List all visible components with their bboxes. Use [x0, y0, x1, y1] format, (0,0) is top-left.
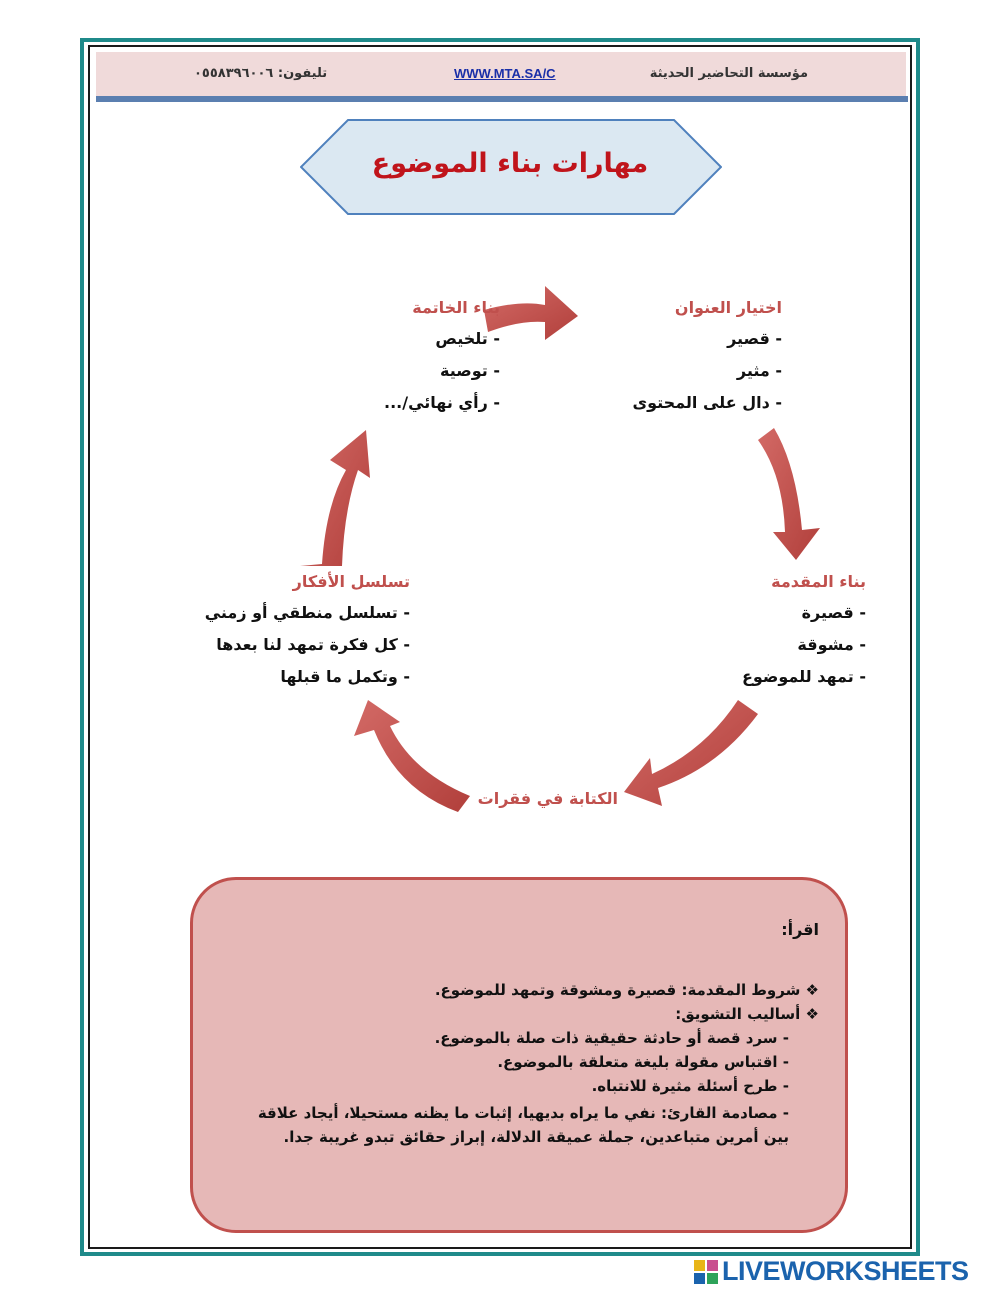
read-box [190, 877, 848, 1233]
liveworksheets-logo[interactable] [694, 1256, 969, 1287]
node-ideas [204, 572, 410, 699]
arrow-right [758, 428, 820, 560]
node-title-choice [632, 298, 782, 425]
header-org: مؤسسة التحاضير الحديثة [649, 66, 808, 81]
page-title: مهارات بناء الموضوع [371, 148, 649, 179]
arrow-left [300, 430, 370, 566]
read-sub-item: - اقتباس مقولة بليغة متعلقة بالموضوع. [497, 1053, 789, 1071]
node-conclusion-heading: بناء الخاتمة [412, 298, 500, 317]
read-bullet: ❖ شروط المقدمة: قصيرة ومشوقة وتمهد للموضوع. [434, 981, 819, 999]
node-intro [718, 572, 866, 699]
node-item: - توصية [440, 361, 500, 380]
read-content [229, 920, 819, 1155]
node-item: - تمهد للموضوع [741, 667, 866, 686]
arrow-bottom-left [354, 700, 470, 812]
node-item: - وتكمل ما قبلها [280, 667, 410, 686]
node-item: - مشوقة [797, 635, 866, 654]
read-bullet: ❖ أساليب التشويق: [675, 1005, 819, 1023]
node-conclusion [350, 298, 500, 425]
read-sub-item: - سرد قصة أو حادثة حقيقية ذات صلة بالموضوع. [434, 1029, 789, 1047]
header-phone: تليفون: ٠٥٥٨٣٩٦٠٠٦ [194, 66, 328, 81]
node-title-choice-heading: اختيار العنوان [674, 298, 782, 317]
liveworksheets-brand: LIVEWORKSHEETS [722, 1256, 969, 1286]
read-sub-item: - مصادمة القارئ: نفي ما يراه بديهيا، إثبات ما يظنه مستحيلا، أيجاد علاقة بين أمرين متباعدين، جملة عميقة الدلالة، إبراز حقائق تبدو غريبة جدا. [257, 1104, 789, 1146]
read-heading: اقرأ: [781, 920, 819, 939]
node-paragraphs-heading: الكتابة في فقرات [477, 789, 618, 808]
arrow-bottom-right [624, 700, 758, 806]
node-item: - مثير [736, 361, 782, 380]
header-url-link[interactable]: WWW.MTA.SA/C [454, 66, 556, 81]
node-item: - تلخيص [435, 329, 500, 348]
node-item: - كل فكرة تمهد لنا بعدها [216, 635, 410, 654]
node-intro-heading: بناء المقدمة [771, 572, 866, 591]
node-item: - قصير [727, 329, 782, 348]
liveworksheets-icon [694, 1260, 718, 1284]
node-item: - دال على المحتوى [632, 393, 782, 412]
node-paragraphs [470, 789, 618, 820]
node-item: - قصيرة [801, 603, 866, 622]
read-sub-item: - طرح أسئلة مثيرة للانتباه. [591, 1077, 789, 1095]
node-item: - تسلسل منطقي أو زمني [204, 603, 410, 622]
node-ideas-heading: تسلسل الأفكار [292, 572, 410, 591]
node-item: - رأي نهائي/... [384, 393, 500, 412]
